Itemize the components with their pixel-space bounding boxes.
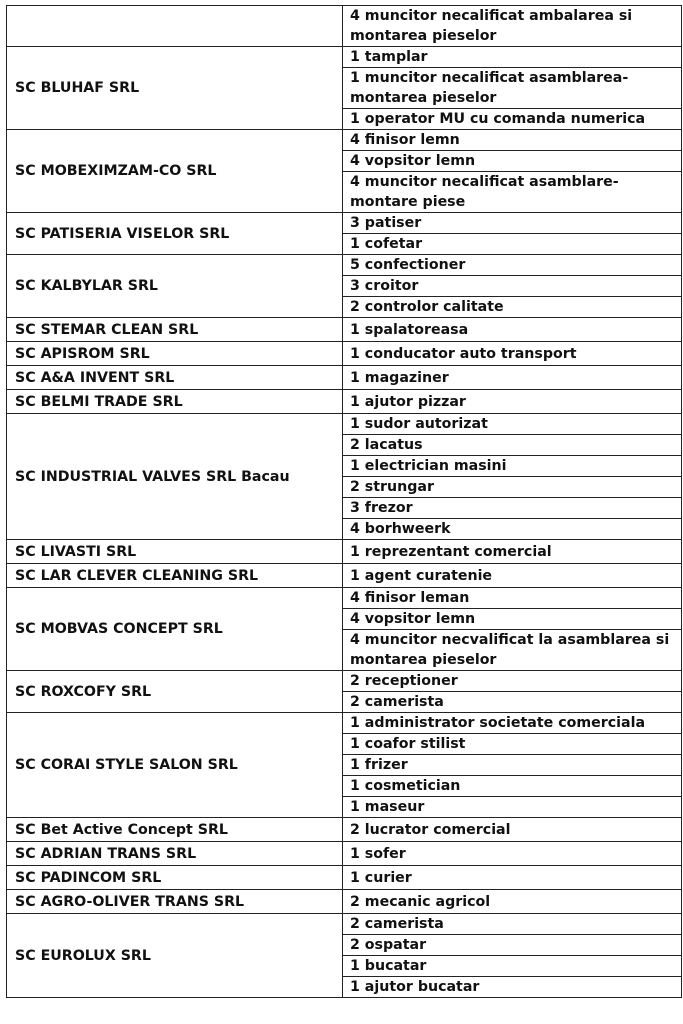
job-opening-cell: 1 spalatoreasa [343,318,682,342]
job-opening-cell: 2 mecanic agricol [343,890,682,914]
job-opening-cell: 1 muncitor necalificat asamblarea-montarea pieselor [343,68,682,109]
company-name-cell: SC BLUHAF SRL [7,47,343,130]
company-name-cell: SC PATISERIA VISELOR SRL [7,213,343,255]
company-name-cell: SC INDUSTRIAL VALVES SRL Bacau [7,414,343,540]
job-vacancies-table [6,5,682,998]
job-opening-cell: 2 receptioner [343,671,682,692]
company-name-cell: SC CORAI STYLE SALON SRL [7,713,343,818]
table-row [7,6,682,47]
job-opening-cell: 1 frizer [343,755,682,776]
company-name-cell: SC AGRO-OLIVER TRANS SRL [7,890,343,914]
job-opening-cell: 4 vopsitor lemn [343,151,682,172]
job-opening-cell: 1 sofer [343,842,682,866]
job-opening-cell: 2 controlor calitate [343,297,682,318]
job-opening-cell: 4 muncitor necalificat ambalarea si montarea pieselor [343,6,682,47]
table-row [7,890,682,914]
table-row [7,318,682,342]
job-opening-cell: 4 finisor lemn [343,130,682,151]
job-opening-cell: 3 frezor [343,498,682,519]
job-opening-cell: 1 magaziner [343,366,682,390]
company-name-cell: SC MOBEXIMZAM-CO SRL [7,130,343,213]
company-name-cell: SC LIVASTI SRL [7,540,343,564]
table-row [7,914,682,935]
company-name-cell: SC EUROLUX SRL [7,914,343,998]
job-opening-cell: 3 croitor [343,276,682,297]
company-name-cell: SC A&A INVENT SRL [7,366,343,390]
table-row [7,342,682,366]
table-row [7,414,682,435]
job-opening-cell: 3 patiser [343,213,682,234]
table-row [7,866,682,890]
job-opening-cell: 1 reprezentant comercial [343,540,682,564]
job-opening-cell: 1 ajutor pizzar [343,390,682,414]
job-opening-cell: 5 confectioner [343,255,682,276]
job-opening-cell: 1 curier [343,866,682,890]
job-opening-cell: 4 muncitor necalificat asamblare-montare piese [343,172,682,213]
job-opening-cell: 1 agent curatenie [343,564,682,588]
table-row [7,390,682,414]
job-opening-cell: 4 finisor leman [343,588,682,609]
table-row [7,540,682,564]
job-opening-cell: 1 conducator auto transport [343,342,682,366]
job-opening-cell: 4 vopsitor lemn [343,609,682,630]
table-row [7,255,682,276]
job-opening-cell: 2 camerista [343,914,682,935]
table-row [7,671,682,692]
job-opening-cell: 1 cosmetician [343,776,682,797]
job-opening-cell: 2 lucrator comercial [343,818,682,842]
table-row [7,713,682,734]
company-name-cell [7,6,343,47]
job-opening-cell: 2 camerista [343,692,682,713]
job-opening-cell: 2 lacatus [343,435,682,456]
company-name-cell: SC KALBYLAR SRL [7,255,343,318]
job-opening-cell: 1 maseur [343,797,682,818]
job-opening-cell: 1 ajutor bucatar [343,977,682,998]
company-name-cell: SC APISROM SRL [7,342,343,366]
job-opening-cell: 1 bucatar [343,956,682,977]
job-vacancies-table-body [7,6,682,998]
company-name-cell: SC LAR CLEVER CLEANING SRL [7,564,343,588]
job-opening-cell: 1 cofetar [343,234,682,255]
company-name-cell: SC ROXCOFY SRL [7,671,343,713]
job-opening-cell: 1 tamplar [343,47,682,68]
company-name-cell: SC PADINCOM SRL [7,866,343,890]
job-opening-cell: 2 strungar [343,477,682,498]
table-row [7,47,682,68]
job-opening-cell: 1 coafor stilist [343,734,682,755]
company-name-cell: SC MOBVAS CONCEPT SRL [7,588,343,671]
job-opening-cell: 4 muncitor necvalificat la asamblarea si montarea pieselor [343,630,682,671]
table-row [7,366,682,390]
company-name-cell: SC STEMAR CLEAN SRL [7,318,343,342]
company-name-cell: SC Bet Active Concept SRL [7,818,343,842]
table-row [7,818,682,842]
job-opening-cell: 1 sudor autorizat [343,414,682,435]
company-name-cell: SC BELMI TRADE SRL [7,390,343,414]
table-row [7,588,682,609]
job-opening-cell: 2 ospatar [343,935,682,956]
table-row [7,130,682,151]
job-opening-cell: 1 operator MU cu comanda numerica [343,109,682,130]
table-row [7,564,682,588]
job-opening-cell: 1 electrician masini [343,456,682,477]
job-opening-cell: 1 administrator societate comerciala [343,713,682,734]
table-row [7,842,682,866]
company-name-cell: SC ADRIAN TRANS SRL [7,842,343,866]
table-row [7,213,682,234]
job-opening-cell: 4 borhweerk [343,519,682,540]
